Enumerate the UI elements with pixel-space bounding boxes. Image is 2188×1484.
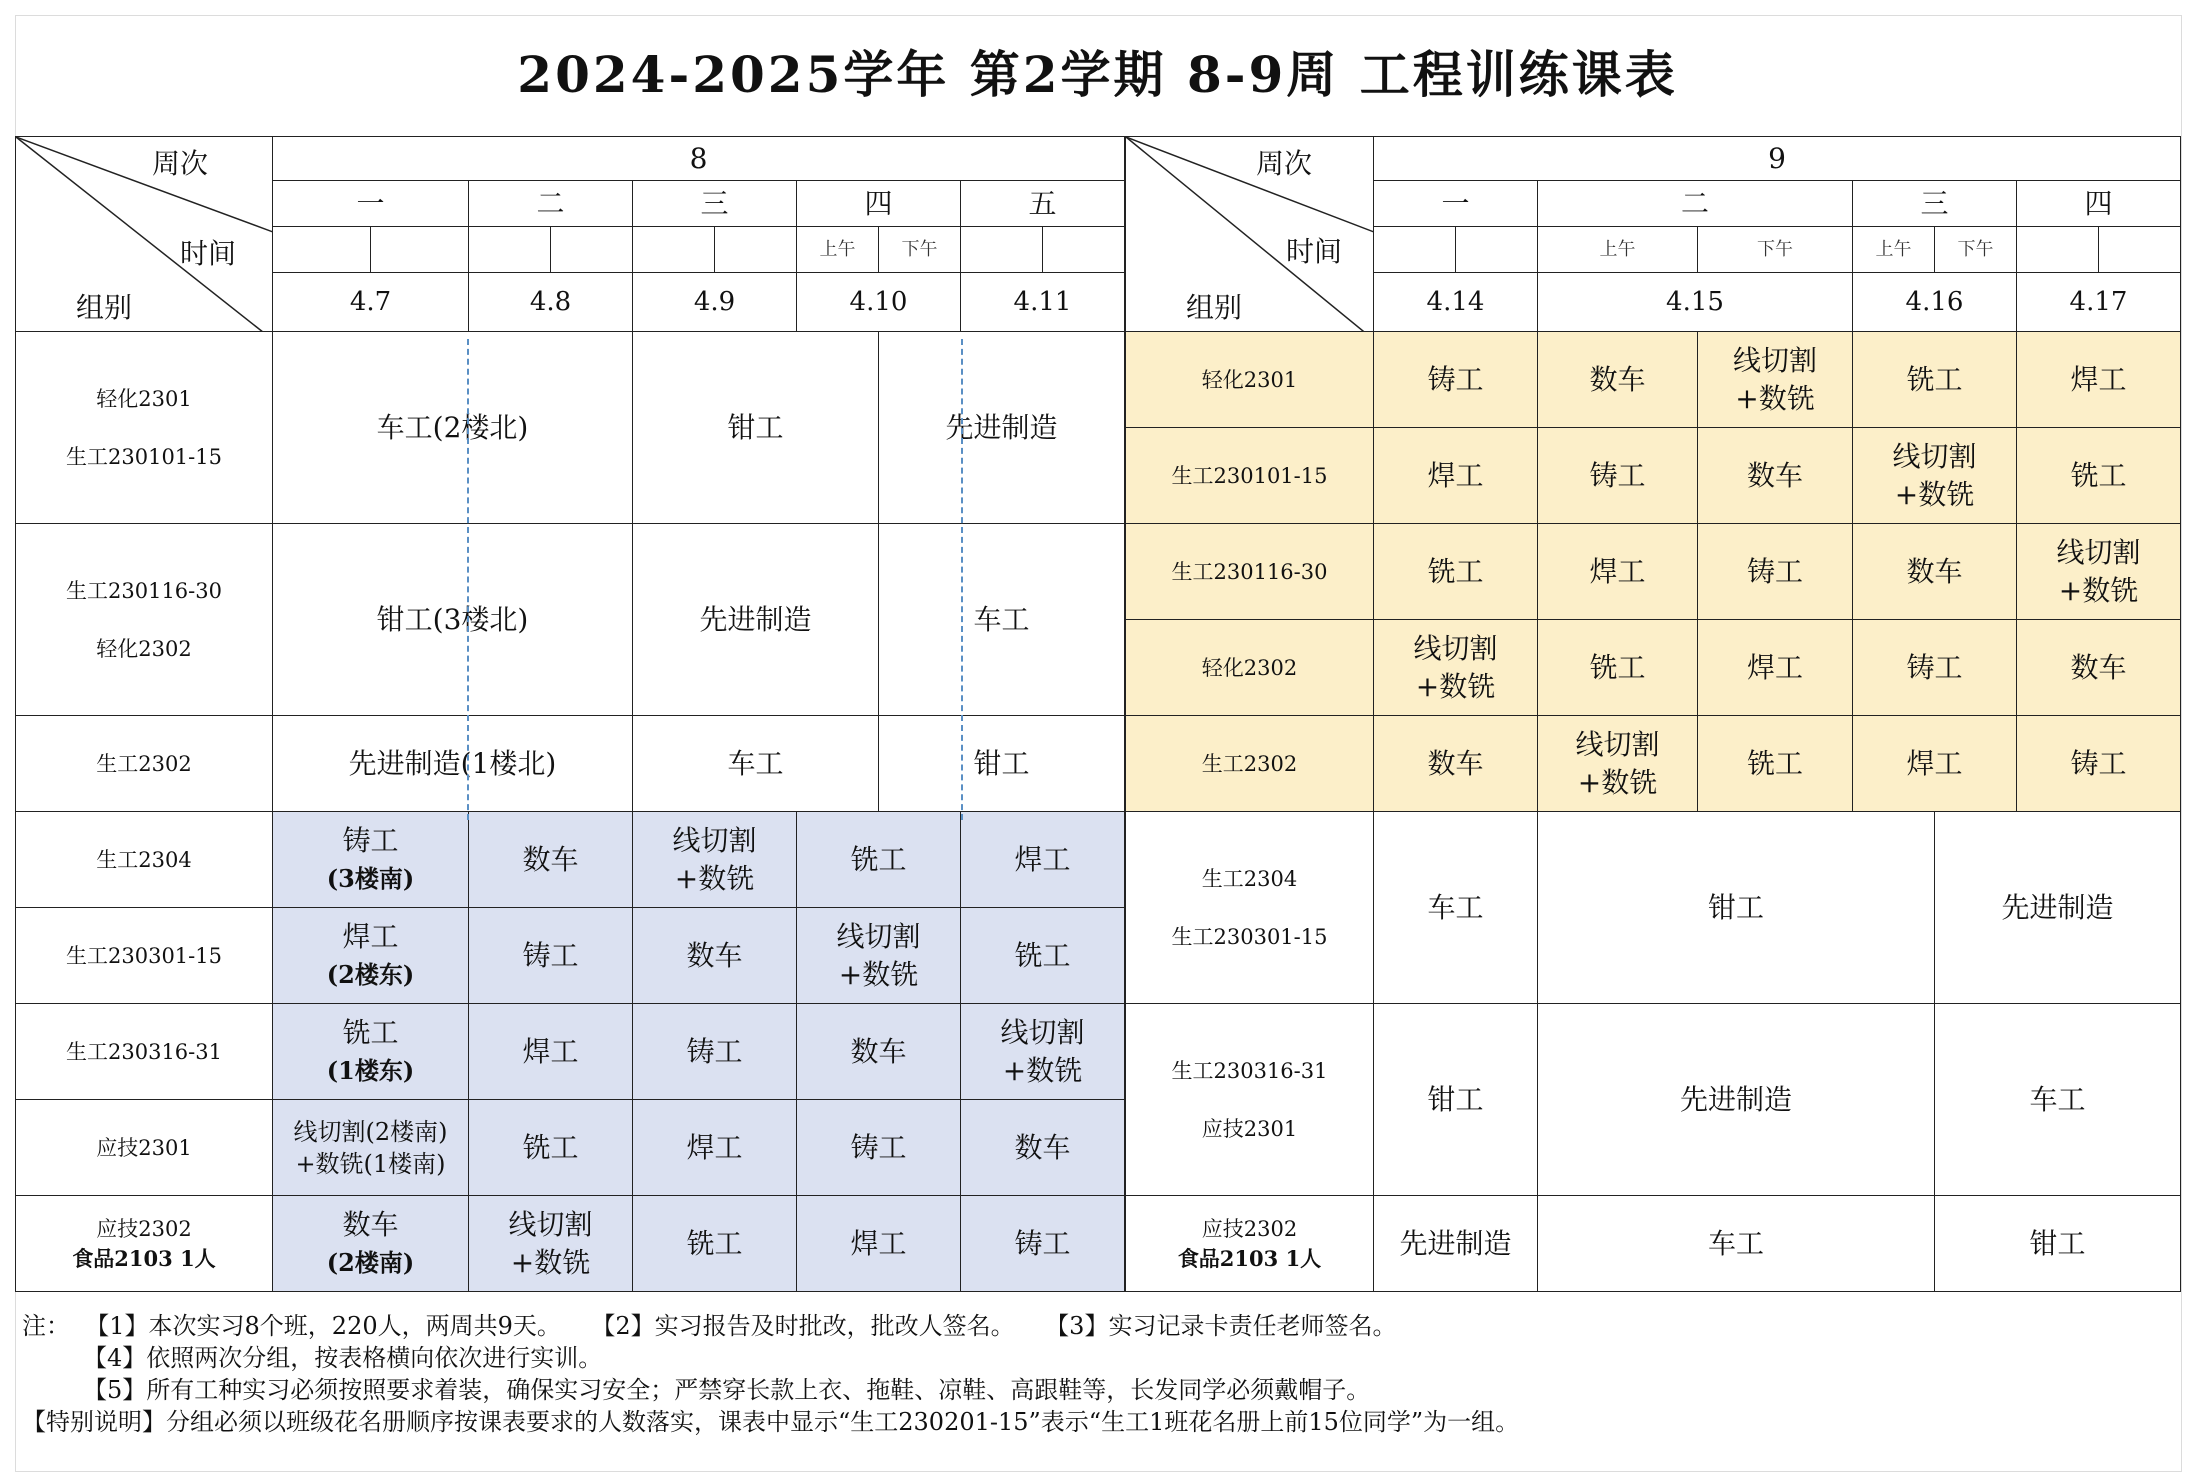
schedule-cell: 数车 xyxy=(797,1004,961,1100)
time-am: 上午 xyxy=(1538,227,1698,273)
day-tue: 二 xyxy=(1538,181,1853,227)
schedule-cell xyxy=(273,1196,469,1292)
time-slot xyxy=(715,227,797,273)
day-fri: 五 xyxy=(961,181,1125,227)
schedule-cell: 数车 xyxy=(469,812,633,908)
schedule-cell: 车工 xyxy=(1374,812,1538,1004)
course-location: (1楼东) xyxy=(326,1055,415,1085)
course-name: 铣工 xyxy=(342,1015,399,1049)
schedule-cell: 车工 xyxy=(1538,1196,1935,1292)
schedule-cell: 线切割 +数铣 xyxy=(1698,332,1853,428)
schedule-cell: 焊工 xyxy=(1538,524,1698,620)
schedule-cell: 焊工 xyxy=(1853,716,2017,812)
week-number: 8 xyxy=(273,137,1125,181)
date-cell: 4.17 xyxy=(2017,273,2181,332)
schedule-cell: 先进制造 xyxy=(879,332,1125,524)
schedule-cell: 铸工 xyxy=(797,1100,961,1196)
day-thu: 四 xyxy=(797,181,961,227)
schedule-cell xyxy=(273,812,469,908)
schedule-cell: 数车 xyxy=(633,908,797,1004)
schedule-cell: 焊工 xyxy=(1374,428,1538,524)
date-cell: 4.14 xyxy=(1374,273,1538,332)
schedule-cell: 数车 xyxy=(1698,428,1853,524)
date-cell: 4.7 xyxy=(273,273,469,332)
dashed-divider xyxy=(961,339,963,820)
schedule-cell: 线切割 +数铣 xyxy=(2017,524,2181,620)
schedule-cell: 先进制造 xyxy=(1538,1004,1935,1196)
group-cell xyxy=(16,524,273,716)
group-name: 生工230116-30 xyxy=(66,578,222,603)
group-cell: 应技2301 xyxy=(16,1100,273,1196)
time-pm: 下午 xyxy=(879,227,961,273)
time-slot xyxy=(633,227,715,273)
schedule-cell: 铣工 xyxy=(469,1100,633,1196)
group-label: 组别 xyxy=(1186,291,1243,324)
week-number: 9 xyxy=(1374,137,2181,181)
schedule-cell: 钳工(3楼北) xyxy=(273,524,633,716)
time-label: 时间 xyxy=(180,237,237,270)
group-cell: 生工2304 xyxy=(16,812,273,908)
page-title: 2024-2025学年 第2学期 8-9周 工程训练课表 xyxy=(517,45,1678,104)
day-tue: 二 xyxy=(469,181,633,227)
header-corner xyxy=(16,137,273,332)
schedule-cell: 车工 xyxy=(879,524,1125,716)
course-name: 线切割(2楼南) xyxy=(293,1117,448,1146)
group-name: 应技2301 xyxy=(1201,1116,1298,1141)
group-label: 组别 xyxy=(76,291,133,324)
group-name: 食品2103 1人 xyxy=(72,1245,216,1271)
schedule-cell: 铸工 xyxy=(1853,620,2017,716)
group-cell xyxy=(1126,1004,1374,1196)
schedule-cell: 铣工 xyxy=(797,812,961,908)
week8-table xyxy=(15,136,1125,1292)
schedule-cell: 铣工 xyxy=(1374,524,1538,620)
schedule-cell: 先进制造 xyxy=(633,524,879,716)
schedule-cell: 数车 xyxy=(2017,620,2181,716)
schedule-cell: 先进制造(1楼北) xyxy=(273,716,633,812)
schedule-cell: 数车 xyxy=(1374,716,1538,812)
week9-table xyxy=(1125,136,2181,1292)
time-slot xyxy=(469,227,551,273)
schedule-cell: 车工 xyxy=(1935,1004,2181,1196)
group-name: 应技2302 xyxy=(1201,1216,1298,1241)
schedule-cell: 铣工 xyxy=(633,1196,797,1292)
schedule-cell: 线切割 +数铣 xyxy=(633,812,797,908)
schedule-cell: 钳工 xyxy=(879,716,1125,812)
schedule-cell: 钳工 xyxy=(1374,1004,1538,1196)
schedule-cell: 数车 xyxy=(1538,332,1698,428)
day-mon: 一 xyxy=(273,181,469,227)
schedule-cell: 铸工 xyxy=(961,1196,1125,1292)
note-line: 注： 【1】本次实习8个班，220人，两周共9天。 【2】实习报告及时批改，批改人签名。 【3】实习记录卡责任老师签名。 xyxy=(22,1312,1397,1340)
schedule-cell: 铸工 xyxy=(1538,428,1698,524)
group-cell xyxy=(1126,1196,1374,1292)
time-am: 上午 xyxy=(797,227,879,273)
group-cell: 轻化2302 xyxy=(1126,620,1374,716)
schedule-cell: 车工(2楼北) xyxy=(273,332,633,524)
header-corner xyxy=(1126,137,1374,332)
time-slot xyxy=(2099,227,2181,273)
group-cell: 生工230116-30 xyxy=(1126,524,1374,620)
group-cell xyxy=(1126,812,1374,1004)
date-cell: 4.9 xyxy=(633,273,797,332)
time-am: 上午 xyxy=(1853,227,1935,273)
schedule-cell: 线切割 +数铣 xyxy=(1853,428,2017,524)
group-cell xyxy=(16,1196,273,1292)
day-mon: 一 xyxy=(1374,181,1538,227)
schedule-cell: 铣工 xyxy=(1698,716,1853,812)
schedule-cell: 铸工 xyxy=(1374,332,1538,428)
schedule-cell: 焊工 xyxy=(2017,332,2181,428)
group-name: 轻化2301 xyxy=(96,386,192,411)
course-location: (3楼南) xyxy=(326,863,415,893)
time-slot xyxy=(961,227,1043,273)
week-label: 周次 xyxy=(1256,147,1313,180)
date-cell: 4.10 xyxy=(797,273,961,332)
date-cell: 4.16 xyxy=(1853,273,2017,332)
time-slot xyxy=(1043,227,1125,273)
schedule-cell: 铸工 xyxy=(633,1004,797,1100)
group-cell: 生工230101-15 xyxy=(1126,428,1374,524)
group-name: 生工230301-15 xyxy=(1171,924,1328,949)
schedule-cell: 线切割 +数铣 xyxy=(797,908,961,1004)
group-cell: 轻化2301 xyxy=(1126,332,1374,428)
schedule-cell: 焊工 xyxy=(797,1196,961,1292)
notes-section xyxy=(22,1310,2172,1438)
time-pm: 下午 xyxy=(1935,227,2017,273)
schedule-cell: 钳工 xyxy=(1538,812,1935,1004)
schedule-cell xyxy=(273,908,469,1004)
schedule-cell xyxy=(273,1100,469,1196)
schedule-cell: 焊工 xyxy=(1698,620,1853,716)
schedule-cell: 线切割 +数铣 xyxy=(469,1196,633,1292)
time-slot xyxy=(273,227,371,273)
day-thu: 四 xyxy=(2017,181,2181,227)
schedule-cell: 钳工 xyxy=(633,332,879,524)
group-name: 生工230101-15 xyxy=(66,444,222,469)
date-cell: 4.8 xyxy=(469,273,633,332)
course-name: 焊工 xyxy=(342,919,399,953)
schedule-cell: 焊工 xyxy=(961,812,1125,908)
schedule-cell: 铣工 xyxy=(961,908,1125,1004)
schedule-cell: 车工 xyxy=(633,716,879,812)
course-name: 数车 xyxy=(342,1207,399,1241)
schedule-cell: 线切割 +数铣 xyxy=(1538,716,1698,812)
day-wed: 三 xyxy=(633,181,797,227)
schedule-cell: 钳工 xyxy=(1935,1196,2181,1292)
schedule-cell: 数车 xyxy=(1853,524,2017,620)
group-name: 生工230316-31 xyxy=(1171,1058,1328,1083)
schedule-cell: 铸工 xyxy=(1698,524,1853,620)
date-cell: 4.11 xyxy=(961,273,1125,332)
time-label: 时间 xyxy=(1286,235,1343,268)
time-pm: 下午 xyxy=(1698,227,1853,273)
group-cell: 生工230316-31 xyxy=(16,1004,273,1100)
schedule-cell: 数车 xyxy=(961,1100,1125,1196)
schedule-cell: 铣工 xyxy=(1538,620,1698,716)
note-line: 【4】依照两次分组，按表格横向依次进行实训。 xyxy=(22,1344,603,1372)
group-name: 生工2304 xyxy=(1201,866,1298,891)
time-slot xyxy=(551,227,633,273)
time-slot xyxy=(1456,227,1538,273)
group-cell xyxy=(16,332,273,524)
date-cell: 4.15 xyxy=(1538,273,1853,332)
schedule-cell: 铣工 xyxy=(2017,428,2181,524)
day-wed: 三 xyxy=(1853,181,2017,227)
schedule-cell: 焊工 xyxy=(469,1004,633,1100)
group-cell: 生工2302 xyxy=(1126,716,1374,812)
group-name: 食品2103 1人 xyxy=(1177,1245,1322,1271)
time-slot xyxy=(371,227,469,273)
course-location: (2楼南) xyxy=(326,1247,415,1277)
group-cell: 生工230301-15 xyxy=(16,908,273,1004)
time-slot xyxy=(2017,227,2099,273)
time-slot xyxy=(1374,227,1456,273)
schedule-cell: 铸工 xyxy=(2017,716,2181,812)
group-name: 轻化2302 xyxy=(96,636,192,661)
note-line: 【5】所有工种实习必须按照要求着装，确保实习安全；严禁穿长款上衣、拖鞋、凉鞋、高跟鞋等，长发同学必须戴帽子。 xyxy=(22,1376,1371,1404)
week-label: 周次 xyxy=(152,147,209,180)
group-name: 应技2302 xyxy=(96,1216,192,1241)
dashed-divider xyxy=(467,339,469,820)
schedule-cell: 铸工 xyxy=(469,908,633,1004)
schedule-cell: 焊工 xyxy=(633,1100,797,1196)
course-name: 铸工 xyxy=(342,823,399,857)
course-location: +数铣(1楼南) xyxy=(295,1149,446,1178)
schedule-cell: 先进制造 xyxy=(1935,812,2181,1004)
group-cell: 生工2302 xyxy=(16,716,273,812)
schedule-cell: 铣工 xyxy=(1853,332,2017,428)
schedule-cell: 线切割 +数铣 xyxy=(1374,620,1538,716)
schedule-cell xyxy=(273,1004,469,1100)
course-location: (2楼东) xyxy=(326,959,415,989)
note-line: 【特别说明】分组必须以班级花名册顺序按课表要求的人数落实，课表中显示“生工230201-15”表示“生工1班花名册上前15位同学”为一组。 xyxy=(22,1408,1520,1436)
schedule-cell: 先进制造 xyxy=(1374,1196,1538,1292)
schedule-cell: 线切割 +数铣 xyxy=(961,1004,1125,1100)
